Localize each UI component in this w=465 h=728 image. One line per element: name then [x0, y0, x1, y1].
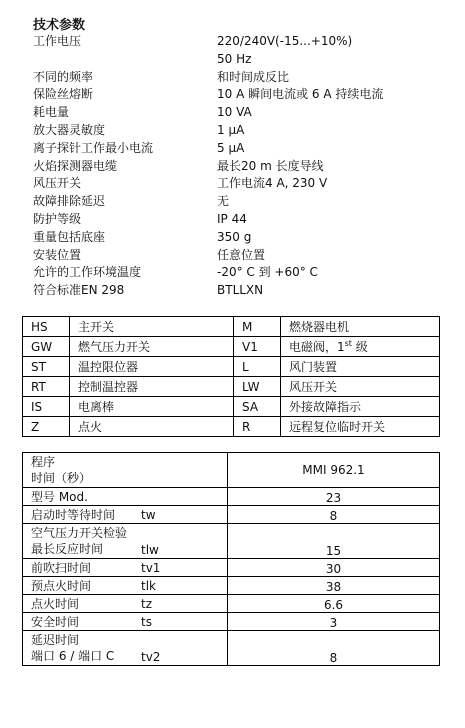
- spec-value: 1 μA: [217, 122, 245, 137]
- spec-value: -20° C 到 +60° C: [217, 265, 318, 280]
- spec-label: 耗电量: [33, 105, 70, 120]
- timing-value: 15: [228, 524, 440, 559]
- legend-desc: [281, 397, 440, 417]
- legend-code: LW: [234, 377, 281, 397]
- spec-list: [33, 33, 453, 300]
- spec-label: 安装位置: [33, 247, 82, 262]
- timing-value: 8: [228, 506, 440, 524]
- timing-label: [23, 559, 228, 577]
- timing-label-line1: 预点火时间: [31, 578, 92, 593]
- spec-row: [33, 264, 453, 282]
- spec-row: [33, 282, 453, 300]
- timing-label: [23, 613, 228, 631]
- legend-desc: [281, 317, 440, 337]
- timing-header-label: [23, 453, 228, 488]
- legend-desc: [281, 357, 440, 377]
- timing-label: [23, 524, 228, 559]
- spec-value: 和时间成反比: [217, 69, 290, 84]
- timing-value: 38: [228, 577, 440, 595]
- spec-value: 工作电流4 A, 230 V: [217, 176, 328, 191]
- legend-code: V1: [234, 337, 281, 357]
- timing-header-value: MMI 962.1: [228, 453, 440, 488]
- spec-value: IP 44: [217, 211, 247, 226]
- legend-code: SA: [234, 397, 281, 417]
- spec-value: 无: [217, 194, 230, 209]
- timing-label-line2: 最长反应时间: [31, 542, 104, 556]
- legend-row: [23, 417, 440, 437]
- legend-code: RT: [23, 377, 70, 397]
- timing-row: [23, 524, 440, 559]
- spec-value: 220/240V(-15...+10%): [217, 34, 353, 48]
- spec-label: 重量包括底座: [33, 229, 106, 244]
- timing-label-line2: 端口 6 / 端口 C: [31, 649, 115, 663]
- spec-label: 防护等级: [33, 211, 82, 226]
- spec-row: [33, 193, 453, 211]
- timing-label: [23, 488, 228, 506]
- timing-label-line1: 启动时等待时间: [31, 507, 116, 522]
- spec-label: 允许的工作环境温度: [33, 265, 142, 280]
- spec-row: [33, 104, 453, 122]
- timing-label: [23, 595, 228, 613]
- legend-code: Z: [23, 417, 70, 437]
- spec-row: [33, 69, 453, 87]
- timing-symbol: tlk: [141, 579, 156, 593]
- legend-desc: [281, 337, 440, 357]
- legend-row: [23, 377, 440, 397]
- timing-row: [23, 631, 440, 666]
- spec-value: 10 VA: [217, 105, 252, 120]
- legend-desc: 点火: [70, 417, 234, 437]
- legend-desc-sup: st: [344, 339, 352, 348]
- legend-desc-text: 电磁阀，1: [289, 340, 345, 354]
- header-line1: 程序: [31, 455, 56, 469]
- spec-value: 350 g: [217, 229, 252, 244]
- spec-row: [33, 175, 453, 193]
- timing-label-line1: 空气压力开关检验: [31, 526, 128, 540]
- legend-row: [23, 357, 440, 377]
- legend-desc-tail: 级: [351, 340, 368, 354]
- spec-label: 符合标准EN 298: [33, 283, 125, 298]
- section-title: 技术参数: [33, 18, 86, 33]
- legend-code: ST: [23, 357, 70, 377]
- spec-row: [33, 140, 453, 158]
- spec-row: [33, 247, 453, 265]
- legend-desc: [281, 377, 440, 397]
- spec-row: [33, 158, 453, 176]
- spec-value: 最长20 m 长度导线: [217, 158, 324, 173]
- timing-row: [23, 577, 440, 595]
- legend-code: IS: [23, 397, 70, 417]
- timing-label: [23, 506, 228, 524]
- timing-row: [23, 559, 440, 577]
- spec-row: [33, 229, 453, 247]
- legend-row: [23, 317, 440, 337]
- spec-label: 放大器灵敏度: [33, 122, 106, 137]
- timing-label-line1: 延迟时间: [31, 633, 80, 647]
- legend-desc: [281, 417, 440, 437]
- header-line2: 时间（秒）: [31, 471, 92, 485]
- timing-label-line1: 点火时间: [31, 596, 80, 611]
- spec-row: [33, 86, 453, 104]
- timing-row: [23, 613, 440, 631]
- timing-symbol: tw: [141, 508, 156, 522]
- spec-label: 不同的频率: [33, 69, 94, 84]
- legend-desc-text: 风门装置: [289, 360, 338, 374]
- timing-symbol: tlw: [141, 543, 159, 557]
- timing-value: 23: [228, 488, 440, 506]
- legend-desc: 控制温控器: [70, 377, 234, 397]
- spec-value: 50 Hz: [217, 51, 252, 66]
- legend-code: R: [234, 417, 281, 437]
- legend-row: [23, 397, 440, 417]
- timing-value: 6.6: [228, 595, 440, 613]
- timing-symbol: ts: [141, 615, 152, 629]
- timing-value: 30: [228, 559, 440, 577]
- timing-table: [22, 452, 440, 666]
- legend-desc-text: 燃烧器电机: [289, 320, 350, 334]
- timing-row: [23, 488, 440, 506]
- spec-row: [33, 122, 453, 140]
- spec-value: 任意位置: [217, 247, 266, 262]
- timing-row: [23, 506, 440, 524]
- timing-row: [23, 595, 440, 613]
- timing-header-row: [23, 453, 440, 488]
- timing-value: 8: [228, 631, 440, 666]
- timing-label: [23, 577, 228, 595]
- spec-value: 10 A 瞬间电流或 6 A 持续电流: [217, 87, 384, 102]
- legend-code: L: [234, 357, 281, 377]
- legend-table: [22, 316, 440, 437]
- spec-row: [33, 51, 453, 69]
- legend-desc-text: 外接故障指示: [289, 400, 362, 414]
- spec-label: 离子探针工作最小电流: [33, 140, 154, 155]
- spec-value: BTLLXN: [217, 283, 264, 298]
- timing-label: [23, 631, 228, 666]
- legend-code: GW: [23, 337, 70, 357]
- spec-label: 火焰探测器电缆: [33, 158, 118, 173]
- spec-label: [33, 51, 217, 69]
- spec-row: [33, 33, 453, 51]
- spec-label: 工作电压: [33, 34, 82, 48]
- timing-value: 3: [228, 613, 440, 631]
- spec-value: 5 μA: [217, 140, 245, 155]
- spec-label: 保险丝熔断: [33, 87, 94, 102]
- legend-desc: 燃气压力开关: [70, 337, 234, 357]
- spec-row: [33, 211, 453, 229]
- timing-symbol: tv1: [141, 561, 161, 575]
- timing-label-line1: 前吹扫时间: [31, 560, 92, 575]
- legend-desc: 电离棒: [70, 397, 234, 417]
- legend-code: M: [234, 317, 281, 337]
- timing-label-line1: 型号 Mod.: [31, 489, 88, 504]
- timing-symbol: tv2: [141, 650, 161, 664]
- legend-desc: 主开关: [70, 317, 234, 337]
- legend-row: [23, 337, 440, 357]
- legend-desc-text: 风压开关: [289, 380, 338, 394]
- timing-symbol: tz: [141, 597, 153, 611]
- spec-label: 风压开关: [33, 176, 82, 191]
- legend-desc: 温控限位器: [70, 357, 234, 377]
- legend-code: HS: [23, 317, 70, 337]
- timing-label-line1: 安全时间: [31, 614, 80, 629]
- spec-label: 故障排除延迟: [33, 194, 106, 209]
- legend-desc-text: 远程复位临时开关: [289, 420, 386, 434]
